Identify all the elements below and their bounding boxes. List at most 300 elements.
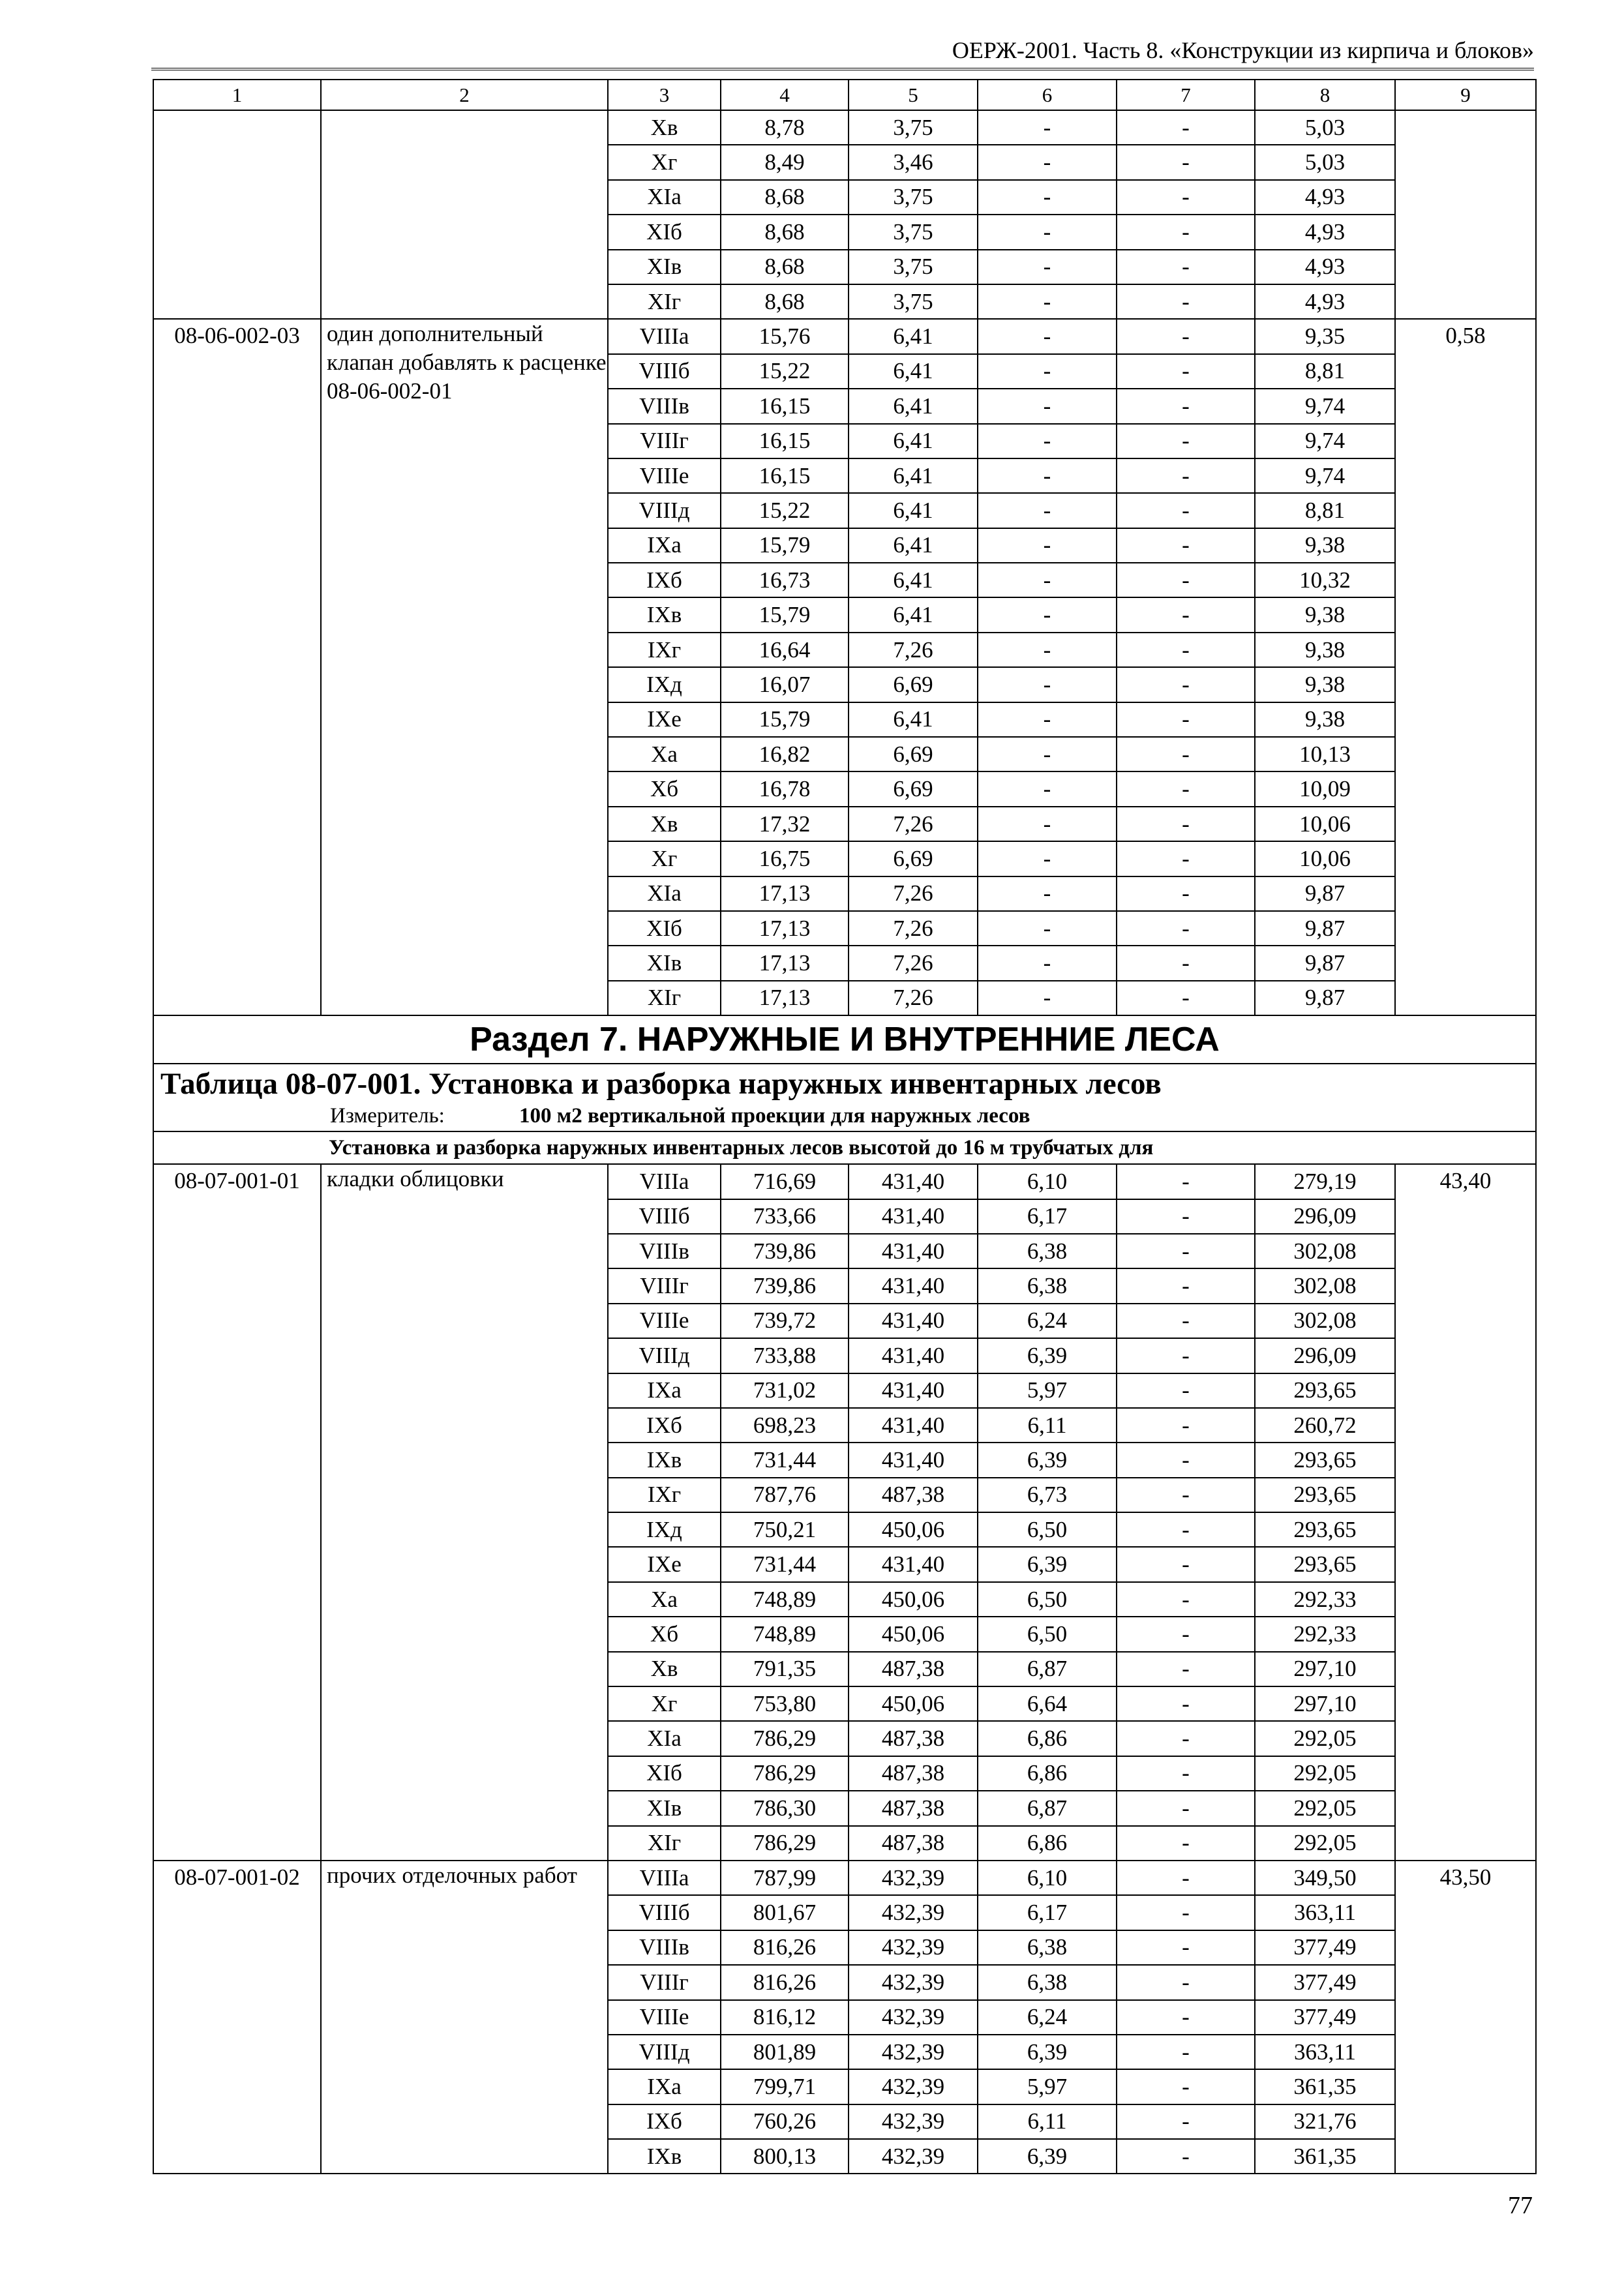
value-cell: - [1117,1443,1255,1477]
value-cell: - [1117,1652,1255,1686]
rate-col9: 43,50 [1395,1861,1536,2174]
value-cell: 10,32 [1255,563,1395,597]
value-cell: 431,40 [849,1164,978,1199]
value-cell: 450,06 [849,1617,978,1651]
value-cell: 432,39 [849,1861,978,1895]
zone-cell: VIIIа [608,1861,721,1895]
value-cell: 321,76 [1255,2104,1395,2139]
value-cell: 6,41 [849,424,978,458]
zone-cell: ХIа [608,1721,721,1756]
value-cell: 6,69 [849,771,978,806]
value-cell: 698,23 [721,1408,849,1443]
value-cell: 6,41 [849,702,978,737]
value-cell: - [978,389,1117,423]
value-cell: 6,86 [978,1756,1117,1791]
value-cell: 6,41 [849,319,978,353]
value-cell: - [1117,1617,1255,1651]
value-cell: 8,78 [721,110,849,145]
value-cell: 431,40 [849,1443,978,1477]
value-cell: - [1117,1721,1255,1756]
value-cell: 431,40 [849,1268,978,1303]
value-cell: 260,72 [1255,1408,1395,1443]
value-cell: 431,40 [849,1373,978,1408]
section-title: Раздел 7. НАРУЖНЫЕ И ВНУТРЕННИЕ ЛЕСА [153,1015,1536,1064]
value-cell: - [978,528,1117,563]
value-cell: 731,02 [721,1373,849,1408]
value-cell: 6,17 [978,1895,1117,1930]
zone-cell: VIIIа [608,319,721,353]
value-cell: - [1117,424,1255,458]
column-number-row [153,80,1536,110]
value-cell: 17,13 [721,876,849,911]
value-cell: - [1117,284,1255,319]
column-number: 3 [608,80,721,110]
value-cell: 302,08 [1255,1268,1395,1303]
value-cell: - [1117,319,1255,353]
value-cell: 361,35 [1255,2139,1395,2174]
zone-cell: ХIб [608,911,721,946]
column-number: 8 [1255,80,1395,110]
value-cell: 450,06 [849,1582,978,1617]
value-cell: 292,05 [1255,1791,1395,1825]
value-cell: 6,39 [978,1547,1117,1581]
zone-cell: Хг [608,145,721,179]
value-cell: 748,89 [721,1617,849,1651]
value-cell: 799,71 [721,2069,849,2104]
value-cell: 816,12 [721,2000,849,2035]
value-cell: 292,05 [1255,1721,1395,1756]
value-cell: 293,65 [1255,1478,1395,1512]
value-cell: 16,64 [721,633,849,667]
value-cell: 5,03 [1255,145,1395,179]
zone-cell: VIIIд [608,1338,721,1373]
meter-value: 100 м2 вертикальной проекции для наружных лесов [519,1104,1030,1128]
value-cell: 9,87 [1255,946,1395,980]
table-title: Таблица 08-07-001. Установка и разборка наружных инвентарных лесов [160,1067,1162,1101]
value-cell: - [1117,841,1255,876]
value-cell: 15,79 [721,528,849,563]
value-cell: 6,64 [978,1686,1117,1721]
value-cell: - [1117,493,1255,528]
value-cell: - [1117,2000,1255,2035]
meter-line [160,1103,1535,1131]
value-cell: - [1117,563,1255,597]
value-cell: 432,39 [849,2000,978,2035]
zone-cell: ХIг [608,1826,721,1861]
zone-cell: ХIб [608,1756,721,1791]
value-cell: 6,41 [849,389,978,423]
value-cell: 739,86 [721,1268,849,1303]
zone-cell: VIIIв [608,1930,721,1965]
zone-cell: Хв [608,110,721,145]
rate-col9: 43,40 [1395,1164,1536,1861]
value-cell: - [978,597,1117,632]
value-cell: 3,75 [849,284,978,319]
value-cell: 16,07 [721,667,849,702]
value-cell: 6,41 [849,458,978,493]
value-cell: 431,40 [849,1199,978,1234]
value-cell: 6,10 [978,1861,1117,1895]
value-cell: 432,39 [849,2035,978,2069]
zone-cell: VIIIб [608,1895,721,1930]
zone-cell: VIIIа [608,1164,721,1199]
value-cell: - [1117,1478,1255,1512]
group-title: Установка и разборка наружных инвентарных лесов высотой до 16 м трубчатых для [153,1131,1536,1164]
value-cell: 293,65 [1255,1443,1395,1477]
column-number: 1 [153,80,321,110]
value-cell: 6,41 [849,354,978,389]
value-cell: 4,93 [1255,215,1395,249]
value-cell: - [1117,250,1255,284]
value-cell: 6,24 [978,2000,1117,2035]
value-cell: - [1117,1268,1255,1303]
value-cell: 377,49 [1255,1930,1395,1965]
value-cell: 10,06 [1255,807,1395,841]
value-cell: 16,15 [721,389,849,423]
value-cell: 6,86 [978,1721,1117,1756]
zone-cell: ХIг [608,981,721,1015]
value-cell: - [1117,1791,1255,1825]
value-cell: - [978,841,1117,876]
value-cell: 10,09 [1255,771,1395,806]
table-row [153,319,1536,353]
zone-cell: Ха [608,1582,721,1617]
zone-cell: ХIв [608,250,721,284]
value-cell: 9,74 [1255,424,1395,458]
value-cell: 5,97 [978,1373,1117,1408]
zone-cell: ХIв [608,1791,721,1825]
value-cell: 753,80 [721,1686,849,1721]
zone-cell: Ха [608,737,721,771]
zone-cell: Хв [608,807,721,841]
zone-cell: ХIб [608,215,721,249]
value-cell: 487,38 [849,1721,978,1756]
value-cell: - [1117,2069,1255,2104]
value-cell: 10,13 [1255,737,1395,771]
value-cell: 750,21 [721,1512,849,1547]
value-cell: - [978,319,1117,353]
running-header: ОЕРЖ-2001. Часть 8. «Конструкции из кирпича и блоков» [151,37,1534,70]
value-cell: - [978,946,1117,980]
value-cell: 279,19 [1255,1164,1395,1199]
value-cell: - [1117,1826,1255,1861]
value-cell: - [978,250,1117,284]
value-cell: 16,73 [721,563,849,597]
value-cell: 6,69 [849,667,978,702]
value-cell: 8,68 [721,180,849,215]
value-cell: 6,41 [849,597,978,632]
value-cell: 787,99 [721,1861,849,1895]
value-cell: 731,44 [721,1547,849,1581]
zone-cell: ХIг [608,284,721,319]
value-cell: - [1117,597,1255,632]
value-cell: 6,10 [978,1164,1117,1199]
value-cell: 8,49 [721,145,849,179]
value-cell: 16,78 [721,771,849,806]
column-number: 6 [978,80,1117,110]
value-cell: 786,29 [721,1826,849,1861]
value-cell: - [978,807,1117,841]
value-cell: 6,38 [978,1268,1117,1303]
value-cell: 801,89 [721,2035,849,2069]
column-number: 4 [721,80,849,110]
value-cell: - [1117,145,1255,179]
value-cell: 4,93 [1255,250,1395,284]
value-cell: 760,26 [721,2104,849,2139]
value-cell: 9,38 [1255,528,1395,563]
value-cell: - [1117,180,1255,215]
value-cell: 6,87 [978,1652,1117,1686]
value-cell: 293,65 [1255,1547,1395,1581]
value-cell: 6,11 [978,2104,1117,2139]
rate-name: кладки облицовки [321,1164,608,1861]
value-cell: - [1117,1686,1255,1721]
value-cell: 16,75 [721,841,849,876]
value-cell: 293,65 [1255,1512,1395,1547]
code-cell [153,110,321,319]
value-cell: 292,33 [1255,1617,1395,1651]
value-cell: - [1117,737,1255,771]
zone-cell: IХб [608,1408,721,1443]
value-cell: 292,05 [1255,1756,1395,1791]
value-cell: 6,39 [978,2035,1117,2069]
zone-cell: IХе [608,1547,721,1581]
value-cell: 363,11 [1255,1895,1395,1930]
zone-cell: IХд [608,667,721,702]
value-cell: - [978,876,1117,911]
value-cell: 733,88 [721,1338,849,1373]
value-cell: 9,87 [1255,911,1395,946]
value-cell: 16,15 [721,458,849,493]
zone-cell: IХв [608,597,721,632]
value-cell: - [978,354,1117,389]
value-cell: 377,49 [1255,2000,1395,2035]
value-cell: - [1117,807,1255,841]
zone-cell: IХе [608,702,721,737]
column-number: 2 [321,80,608,110]
page-number: 77 [1508,2192,1533,2219]
value-cell: 17,13 [721,981,849,1015]
value-cell: - [1117,1304,1255,1338]
value-cell: - [978,180,1117,215]
value-cell: 15,22 [721,354,849,389]
value-cell: - [978,215,1117,249]
value-cell: 786,30 [721,1791,849,1825]
table-row [153,110,1536,145]
value-cell: 6,11 [978,1408,1117,1443]
zone-cell: VIIIв [608,389,721,423]
rate-name: один дополнительный клапан добавлять к расценке 08-06-002-01 [321,319,608,1015]
value-cell: 292,33 [1255,1582,1395,1617]
zone-cell: VIIIд [608,493,721,528]
value-cell: 6,39 [978,2139,1117,2174]
value-cell: - [978,110,1117,145]
column-number: 7 [1117,80,1255,110]
value-cell: 432,39 [849,1965,978,1999]
value-cell: 487,38 [849,1478,978,1512]
value-cell: 816,26 [721,1965,849,1999]
value-cell: 9,87 [1255,981,1395,1015]
zone-cell: Хг [608,1686,721,1721]
value-cell: - [1117,876,1255,911]
zone-cell: ХIа [608,180,721,215]
value-cell: 4,93 [1255,284,1395,319]
value-cell: 8,68 [721,250,849,284]
value-cell: 7,26 [849,911,978,946]
value-cell: 801,67 [721,1895,849,1930]
rate-name: прочих отделочных работ [321,1861,608,2174]
value-cell: 292,05 [1255,1826,1395,1861]
value-cell: 6,69 [849,737,978,771]
zone-cell: IХа [608,2069,721,2104]
value-cell: 431,40 [849,1547,978,1581]
value-cell: 6,50 [978,1582,1117,1617]
value-cell: 363,11 [1255,2035,1395,2069]
table-row [153,1861,1536,1895]
value-cell: - [1117,1861,1255,1895]
rate-code: 08-07-001-02 [153,1861,321,2174]
value-cell: 9,38 [1255,667,1395,702]
value-cell: 731,44 [721,1443,849,1477]
value-cell: 8,81 [1255,493,1395,528]
zone-cell: IХд [608,1512,721,1547]
table-heading [153,1064,1536,1131]
value-cell: 3,75 [849,180,978,215]
value-cell: 302,08 [1255,1234,1395,1268]
zone-cell: Хб [608,771,721,806]
value-cell: - [1117,1164,1255,1199]
value-cell: - [1117,1512,1255,1547]
value-cell: 6,41 [849,493,978,528]
value-cell: - [1117,215,1255,249]
value-cell: - [1117,946,1255,980]
value-cell: 487,38 [849,1826,978,1861]
value-cell: 786,29 [721,1756,849,1791]
zone-cell: ХIв [608,946,721,980]
value-cell: 16,82 [721,737,849,771]
value-cell: 3,75 [849,250,978,284]
zone-cell: IХа [608,1373,721,1408]
table-row [153,1164,1536,1199]
value-cell: 16,15 [721,424,849,458]
value-cell: - [1117,1373,1255,1408]
zone-cell: VIIIг [608,1268,721,1303]
value-cell: 297,10 [1255,1652,1395,1686]
value-cell: - [1117,2139,1255,2174]
zone-cell: IХа [608,528,721,563]
value-cell: 6,39 [978,1443,1117,1477]
value-cell: - [1117,1547,1255,1581]
value-cell: - [1117,1895,1255,1930]
value-cell: 431,40 [849,1338,978,1373]
zone-cell: VIIIб [608,1199,721,1234]
value-cell: 302,08 [1255,1304,1395,1338]
value-cell: 6,39 [978,1338,1117,1373]
value-cell: 9,38 [1255,633,1395,667]
value-cell: 432,39 [849,2069,978,2104]
zone-cell: Хг [608,841,721,876]
value-cell: 7,26 [849,633,978,667]
value-cell: - [978,145,1117,179]
value-cell: 5,97 [978,2069,1117,2104]
value-cell: 296,09 [1255,1338,1395,1373]
value-cell: 9,38 [1255,597,1395,632]
value-cell: 431,40 [849,1408,978,1443]
zone-cell: ХIа [608,876,721,911]
value-cell: 15,76 [721,319,849,353]
value-cell: 349,50 [1255,1861,1395,1895]
value-cell: 15,79 [721,702,849,737]
value-cell: 800,13 [721,2139,849,2174]
value-cell: 487,38 [849,1652,978,1686]
value-cell: 748,89 [721,1582,849,1617]
value-cell: - [1117,702,1255,737]
value-cell: 3,75 [849,215,978,249]
value-cell: - [1117,354,1255,389]
rate-code: 08-06-002-03 [153,319,321,1015]
value-cell: 739,86 [721,1234,849,1268]
value-cell: - [1117,1338,1255,1373]
value-cell: - [978,458,1117,493]
value-cell: - [1117,1965,1255,1999]
value-cell: - [1117,528,1255,563]
value-cell: - [1117,1408,1255,1443]
value-cell: 487,38 [849,1791,978,1825]
value-cell: 6,73 [978,1478,1117,1512]
value-cell: 487,38 [849,1756,978,1791]
value-cell: - [1117,911,1255,946]
value-cell: - [1117,2035,1255,2069]
value-cell: 716,69 [721,1164,849,1199]
zone-cell: Хв [608,1652,721,1686]
value-cell: 8,68 [721,284,849,319]
value-cell: - [978,702,1117,737]
value-cell: 9,74 [1255,389,1395,423]
value-cell: - [978,667,1117,702]
value-cell: 5,03 [1255,110,1395,145]
value-cell: - [978,771,1117,806]
value-cell: 6,41 [849,528,978,563]
value-cell: 3,75 [849,110,978,145]
value-cell: 786,29 [721,1721,849,1756]
value-cell: 432,39 [849,1930,978,1965]
value-cell: 17,13 [721,946,849,980]
value-cell: 6,87 [978,1791,1117,1825]
value-cell: 6,24 [978,1304,1117,1338]
value-cell: 6,50 [978,1617,1117,1651]
value-cell: 432,39 [849,1895,978,1930]
value-cell: - [1117,458,1255,493]
value-cell: 10,06 [1255,841,1395,876]
value-cell: - [1117,1199,1255,1234]
value-cell: 9,35 [1255,319,1395,353]
value-cell: 7,26 [849,807,978,841]
value-cell: 816,26 [721,1930,849,1965]
value-cell: 4,93 [1255,180,1395,215]
value-cell: 787,76 [721,1478,849,1512]
zone-cell: IХг [608,1478,721,1512]
zone-cell: VIIIг [608,424,721,458]
value-cell: - [978,633,1117,667]
value-cell: 791,35 [721,1652,849,1686]
value-cell: 6,86 [978,1826,1117,1861]
value-cell: 15,22 [721,493,849,528]
value-cell: - [1117,1930,1255,1965]
value-cell: 6,50 [978,1512,1117,1547]
value-cell: - [1117,2104,1255,2139]
value-cell: 6,69 [849,841,978,876]
value-cell: 17,32 [721,807,849,841]
